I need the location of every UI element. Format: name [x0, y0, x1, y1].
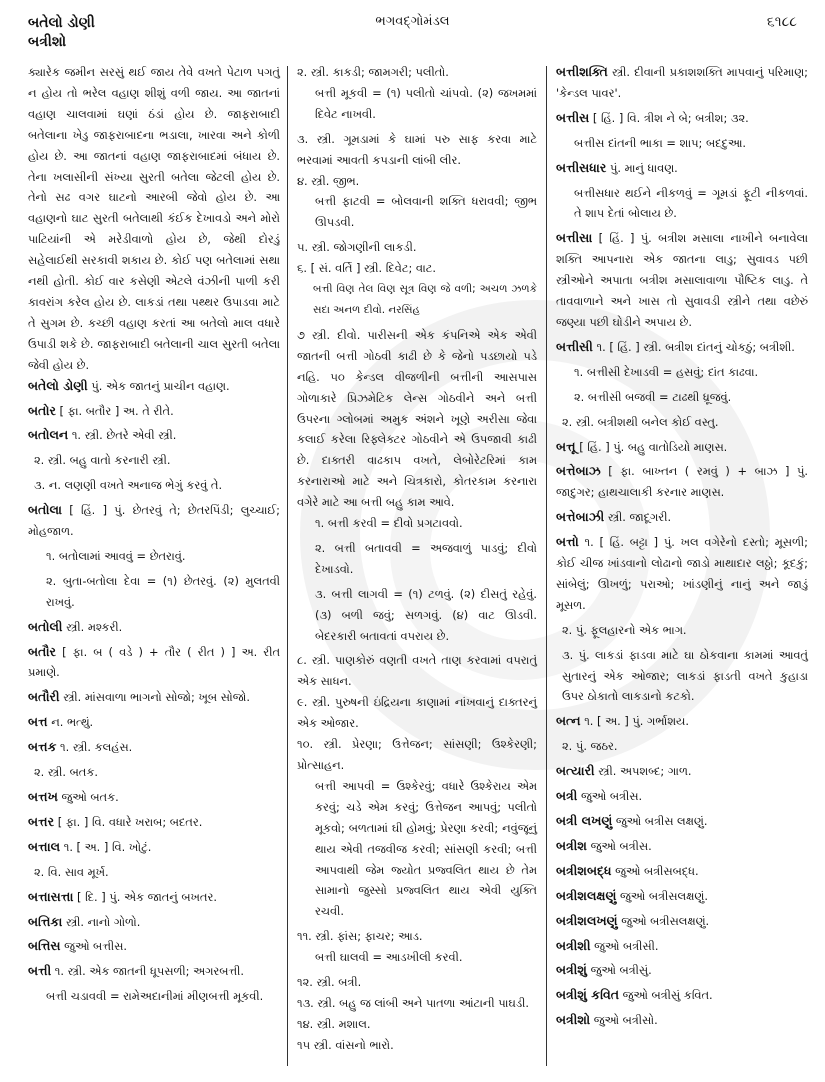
book-title: ભગવદ્ગોમંડલ: [375, 14, 450, 29]
definition: સ્ત્રી. અપશબ્દ; ગાળ.: [598, 764, 692, 779]
headword: બત્તીસધાર: [556, 159, 607, 175]
sense-definition: ૪. સ્ત્રી. જીભ.: [297, 173, 360, 188]
definition: પું. માનું ધાવણ.: [609, 160, 678, 175]
dictionary-entry: [556, 437, 808, 458]
dictionary-entry: [28, 712, 280, 733]
dictionary-entry: [556, 1010, 808, 1031]
dictionary-entry: [28, 642, 280, 684]
dictionary-entry: [556, 761, 808, 782]
dictionary-entry: [28, 376, 280, 397]
definition: સ્ત્રી. માંસવાળા ભાગનો સોજો; ખૂબ સોજો.: [63, 690, 250, 705]
dictionary-entry: [556, 936, 808, 957]
page-header: [28, 14, 797, 54]
definition: ૧. સ્ત્રી. છેતરે એવી સ્ત્રી.: [71, 428, 177, 443]
headword: બતોલી: [28, 618, 63, 634]
definition: ૧. [ અ. ] પું. ગર્ભાશય.: [584, 714, 689, 729]
headword: બત્તેબાઝ: [556, 463, 601, 479]
definition: જુઓ બત્રીસલક્ષણું.: [621, 913, 710, 928]
dictionary-entry: [28, 617, 280, 638]
sense-definition: ૧૦. સ્ત્રી. પ્રેરણા; ઉત્તેજન; સાંસણી; ઉશ્કેરણી; પ્રોત્સાહન.: [297, 737, 537, 772]
dictionary-entry: [28, 837, 280, 858]
headword: બત્રી: [556, 788, 578, 804]
headword: બત્રીશ: [556, 837, 587, 853]
headword: બત્તાલ: [28, 838, 61, 854]
dictionary-entry: [556, 985, 808, 1006]
sense-definition: ૭ સ્ત્રી. દીવો. પારીસની એક કંપનિએ એક એવી જાતની બત્તી ગોઠવી કાઢી છે કે જેનો પડછાયો પડે નહિ. ૫૦ કેન્ડલ વીજળીની બત્તીની આસપાસ ગોળાકારે પ્રિઝમેટિક લેન્સ ગોઠવીને અને બત્તી ઉપરના ગ્લોબમાં અમુક અંશને ખૂણે અરીસા જેવા કલાઈ કરેલા રિફ્લેક્ટર ગોઠવીને એ ઉપજાવી કાઢી છે. દાક્તરી વાઢકાપ વખતે, લેબોરેટરિમાં કામ કરનારાઓ માટે અને ચિત્રકારો, કોતરકામ કરનારા વગેરે માટે આ બત્તી બહુ કામ આવે.: [297, 327, 537, 510]
headword: બત્રીશલક્ષણું: [556, 887, 617, 903]
headword: બત્ન: [556, 713, 581, 729]
first-guide-word: બતેલો ડોણી: [28, 15, 95, 31]
definition: [ હિં. ] પું. બત્રીશ મસાલા નાખીને બનાવેલા શક્તિ આપનારા એક જાતના લાડુ; સુવાવડ પછી સ્ત્રીઓને અપાતા બત્રીશ મસાલાવાળા પૌષ્ટિક લાડુ. તે તાવવાળાને અને ખાસ તો સુવાવડી સ્ત્રીને તથા વછેરું જણ્યા પછી ઘોડીને અપાય છે.: [556, 231, 808, 329]
definition: [ ફા. બતૌર ] અ. તે રીતે.: [59, 403, 174, 418]
headword: બતોર: [28, 402, 56, 418]
headword: બતોલા: [28, 502, 62, 518]
definition: [ હિં. ] પું. છેતરવું તે; છેતરપિંડી; લુચ્ચાઈ; મોહજાળ.: [28, 503, 280, 539]
headword: બત્તીસ: [556, 109, 590, 125]
sense-definition: ૧૪. સ્ત્રી. મશાલ.: [297, 1016, 371, 1031]
headword: બત્તખ: [28, 789, 58, 804]
definition: ૧. [ હિં. ] સ્ત્રી. બત્રીશ દાંતનું ચોકઠું; બત્રીશી.: [596, 339, 795, 354]
dictionary-entry: [556, 532, 808, 616]
idiom-example: બત્તી ઘાલવી = આડખીલી કરવી.: [315, 950, 463, 965]
definition: [ હિં. ] પું. બહુ વાતોડિયો માણસ.: [579, 439, 728, 454]
dictionary-entry: [28, 425, 280, 446]
headword: બત્તીશક્તિ: [556, 64, 608, 79]
headword: બત્તર: [28, 813, 55, 829]
definition: જુઓ બત્રીસ.: [590, 838, 652, 853]
definition: ૧. [ અ. ] વિ. ખોટું.: [63, 839, 152, 854]
sense-definition: ૨. પું. જઠર.: [562, 739, 618, 754]
headword: બત્ત: [28, 714, 48, 730]
idiom-example: ૩. બત્તી લાગવી = (૧) ટળવું. (૨) દીસતું રહેવું. (૩) બળી જવું; સળગવું. (૪) વાટ ઊડવી. બેદરકારી બતાવતાં વપરાય છે.: [315, 586, 537, 643]
definition: સ્ત્રી. દીવાની પ્રકાશશક્તિ માપવાનું પરિમાણ; 'કેન્ડલ પાવર'.: [556, 65, 808, 100]
headword: બત્રીશો: [556, 1012, 591, 1028]
definition: જુઓ બત્તીસ.: [64, 939, 128, 954]
idiom-example: બત્તી ફાટવી = બોલવાની શક્તિ ધરાવવી; જીભ ઊપડવી.: [315, 194, 537, 230]
definition: જુઓ બત્રીસ.: [580, 789, 643, 804]
dictionary-entry: [556, 158, 808, 179]
idiom-example: બત્તી મૂકવી = (૧) પલીતો ચાંપવો. (૨) જખમમાં દિવેટ નાખવી.: [315, 85, 537, 121]
last-guide-word: બત્રીશો: [28, 34, 67, 50]
sense-definition: ૨. પું. ફૂલહારનો એક ભાગ.: [562, 622, 687, 637]
column-divider: [287, 66, 288, 1066]
definition: [ ફા. બાખ્તન ( રમવું ) + બાઝ ] પું. જાદુગર; હાથચાલાકી કરનાર માણસ.: [556, 464, 808, 500]
column-3: [556, 62, 808, 1035]
sense-definition: ૧૨. સ્ત્રી. બત્રી.: [297, 975, 362, 990]
headword: બત્તો: [556, 534, 579, 550]
dictionary-entry: [556, 811, 808, 832]
sense-definition: ૩. સ્ત્રી. ગૂમડામાં કે ઘામાં પરુ સાફ કરવા માટે ભરવામાં આવતી કપડાની લાંબી લીર.: [297, 131, 537, 167]
headword: બત્તી: [28, 963, 52, 979]
sense-definition: ૧૫ સ્ત્રી. વાંસનો ભારો.: [297, 1037, 394, 1052]
dictionary-entry: [556, 861, 808, 882]
dictionary-entry: [556, 911, 808, 932]
verse-quote: બત્તી વિણ તેલ વિણ સૂત્ર વિણ જે વળી; અચળ ઝળકે સદા અનળ દીવો. નરસિંહ: [313, 283, 537, 316]
dictionary-entry: [28, 401, 280, 422]
sense-definition: ૬. [ સં. વર્તિ ] સ્ત્રી. દિવેટ; વાટ.: [297, 261, 437, 276]
headword: બતૌર: [28, 643, 57, 659]
dictionary-entry: [28, 936, 280, 957]
idiom-example: ૨. બુતા-બતોલા દેવા = (૧) છેતરવું. (૨) મુલતવી રાખવું.: [46, 573, 280, 609]
definition: જુઓ બત્રીસલક્ષણું.: [620, 888, 708, 903]
headword: બત્તેબાઝી: [556, 509, 605, 525]
headword: બત્તીસા: [556, 230, 593, 246]
sense-definition: ૧૩. સ્ત્રી. બહુ જ લાંબી અને પાતળા આંટાની પાઘડી.: [297, 995, 530, 1010]
definition: ૧. સ્ત્રી. એક જાતની ધૂપસળી; અગરબત્તી.: [54, 964, 245, 979]
definition: જુઓ બત્રીસબદ્ધ.: [615, 863, 699, 878]
headword: બત્તૂ: [556, 438, 576, 454]
dictionary-entry: [556, 960, 808, 981]
dictionary-entry: [556, 62, 808, 104]
headword: બત્તિકા: [28, 913, 63, 929]
column-2: [297, 62, 537, 1056]
dictionary-entry: [556, 786, 808, 807]
headword: બત્રીશી: [556, 937, 591, 953]
headword: બત્રી લખણું: [556, 813, 613, 828]
definition: [ દિ. ] પું. એક જાતનું બખતર.: [77, 889, 217, 904]
sense-definition: ૨. સ્ત્રી. બતક.: [34, 765, 99, 780]
dictionary-entry: [556, 836, 808, 857]
dictionary-entry: [556, 337, 808, 358]
headword: બતોલન: [28, 427, 69, 443]
idiom-example: ૧. બત્તી કરવી = દીવો પ્રગટાવવો.: [315, 516, 463, 531]
idiom-example: ૧. બત્તીસી દેખાડવી = હસવું; દાંત કાઢવા.: [574, 364, 759, 379]
definition: જુઓ બતક.: [61, 790, 119, 804]
dictionary-entry: [556, 228, 808, 333]
page-number: ૬૧૮૮: [766, 14, 797, 30]
definition: જુઓ બત્રીસું.: [590, 963, 652, 978]
dictionary-entry: [556, 507, 808, 528]
idiom-example: ૨. બત્તીસી બજવી = ટાઢથી ધ્રૂજવું.: [574, 389, 732, 404]
sense-definition: ૩. પું. લાકડાં ફાડવા માટે ઘા ઠોકવાના કામમાં આવતું સુતારનું એક ઓજાર; લાકડાં ફાડતી વખતે કુહાડા ઉપર ઠોકાતો લાકડાનો કટકો.: [562, 647, 808, 704]
definition: સ્ત્રી. મશ્કરી.: [66, 619, 123, 634]
headword: બત્તક: [28, 739, 57, 755]
dictionary-entry: [28, 887, 280, 908]
dictionary-entry: [556, 711, 808, 732]
definition: જુઓ બત્રીસો.: [593, 1013, 658, 1028]
definition: પું. એક જાતનું પ્રાચીન વહાણ.: [91, 378, 230, 393]
sense-definition: ૩. ન. લણણી વખતે અનાજ ભેગું કરવું તે.: [34, 478, 223, 493]
definition: જુઓ બત્રીસી.: [594, 938, 659, 953]
column-divider: [546, 66, 547, 1066]
headword: બત્રીશું કવિત: [556, 987, 620, 1003]
dictionary-entry: [28, 961, 280, 982]
definition: [ ફા. ] વિ. વધારે ખરાબ; બદતર.: [57, 814, 203, 829]
idiom-example: બત્તી આપવી = ઉશ્કેરવું; વધારે ઉશ્કેરાય એમ કરવું; ચડે એમ કરવું; ઉત્તેજન આપવું; પલીતો મૂકવો; બળતામાં ઘી હોમવું; પ્રેરણા કરવી; નવુંજૂનું થાય એવી તજવીજ કરવી; સાંસણી કરવી; બત્તી આપવાથી જેમ જ્યોત પ્રજ્વલિત થાય છે તેમ સામાનો જુસ્સો પ્રજ્વલિત થાય એવી યુક્તિ રચવી.: [315, 778, 537, 919]
definition: ૧. સ્ત્રી. કલહંસ.: [60, 740, 133, 755]
dictionary-entry: [28, 912, 280, 933]
dictionary-entry: [28, 787, 280, 808]
dictionary-entry: [28, 737, 280, 758]
dictionary-entry: [556, 108, 808, 129]
definition: ૧. [ હિં. બટ્ટા ] પું. ખલ વગેરેનો દસ્તો; મૂસળી; કોઈ ચીજ ખાંડવાનો લોઢાનો જાડો માથાદાર લઠ્ઠો; કૂદકું; સાંબેલું; ઊખળું; પરાઓ; ખાંડણીનું નાનું અને જાડું મૂસળ.: [556, 535, 809, 612]
dictionary-entry: [28, 500, 280, 542]
idiom-example: ૨. બત્તી બતાવવી = અજવાળું પાડવું; દીવો દેખાડવો.: [315, 540, 537, 576]
sense-definition: ૮. સ્ત્રી. પાણકોરું વણતી વખતે તાણ કરવામાં વપરાતું એક સાધન.: [297, 653, 537, 689]
dictionary-entry: [28, 812, 280, 833]
idiom-example: બત્તીસધાર થઈને નીકળવું = ગૂમડાં ફૂટી નીકળવાં. તે શાપ દેતાં બોલાય છે.: [574, 185, 808, 221]
headword: બતેલો ડોણી: [28, 377, 88, 393]
definition: [ ફા. બ ( વડે ) + તૌર ( રીત ) ] અ. રીત પ્રમાણે.: [28, 644, 280, 680]
idiom-example: બત્તીસ દાંતની ભાકા = શાપ; બદદુઆ.: [574, 135, 746, 150]
definition: જુઓ બત્રીસ લક્ષણું.: [615, 814, 708, 828]
definition: [ હિં. ] વિ. ત્રીશ ને બે; બત્રીશ; ૩૨.: [592, 110, 749, 125]
dictionary-entry: [28, 687, 280, 708]
sense-definition: ૨. સ્ત્રી. બત્રીશથી બનેલ કોઈ વસ્તુ.: [562, 414, 719, 429]
definition: ન. ભત્થું.: [51, 715, 94, 730]
sense-definition: ૫. સ્ત્રી. જોગણીની લાકડી.: [297, 240, 417, 255]
headword: બત્તિસ: [28, 938, 61, 954]
headword: બતૌરી: [28, 689, 60, 705]
headword: બત્યારી: [556, 763, 595, 779]
headword: બત્રીશું: [556, 962, 587, 978]
headword: બત્તાસત્તા: [28, 888, 74, 904]
sense-definition: ૨. સ્ત્રી. બહુ વાતો કરનારી સ્ત્રી.: [34, 453, 171, 468]
column-1: [28, 62, 280, 1011]
dictionary-entry: [556, 886, 808, 907]
sense-definition: ૯. સ્ત્રી. પુરુષની ઇંદ્રિયના કાણામાં નાંખવાનું દાક્તરનું એક ઓજાર.: [297, 695, 537, 731]
headword: બત્રીશબદ્ધ: [556, 862, 612, 878]
idiom-example: બત્તી ચડાવવી = રામેઅદાનીમાં મીણબત્તી મૂકવી.: [46, 989, 264, 1004]
sense-definition: ક્યારેક જમીન સરસું થઈ જાય તેવે વખતે પેટાળ પગતું ન હોય તો ભરેલ વહાણ શીશું વળી જાય. આ જાતનાં વહાણ ચાલવામાં ઘણાં ઠંડાં હોય છે. જાફરાબાદી બતેલાના ખેડુ જાફરાબાદના ભડાલા, ખારવા અને કોળી હોય છે. આ જાતનાં વહાણ જાફરાબાદમાં બંધાય છે. તેના ખલાસીની સંખ્યા સુરતી બતેલા જેટલી હોય છે. તેનો સઢ વગર ઘાટનો આરબી જેવો હોય છે. આ વહાણનો ઘાટ સુરતી બતેલાથી કંઈક દેખાવડો અને મોરો પાટિયાંની એ મરેડીવાળો હોય છે, જેથી દોરડું સહેલાઈથી સરકાવી શકાય છે. કોઈ પણ બતેલામાં સથા નથી હોતી. કોઈ વાર કસેણી એટલે વંઝીની પાળી કરી કાવરાંગ કરેલ હોય છે. લાકડાં તથા પથ્થર ઉપાડવા માટે તે સુગમ છે. કચ્છી વહાણ કરતાં આ બતેલો માલ વધારે ઉપાડી શકે છે. જાફરાબાદી બતેલાની ચાલ સુરતી બતેલા જેવી હોય છે.: [28, 65, 280, 372]
headword: બત્રીશલખણું: [556, 912, 618, 928]
sense-definition: ૨. સ્ત્રી. કાકડી; જામગરી; પલીતો.: [297, 65, 449, 79]
headword: બત્તીસી: [556, 338, 593, 354]
dictionary-entry: [556, 461, 808, 503]
definition: સ્ત્રી. નાનો ગોળો.: [65, 914, 141, 929]
definition: સ્ત્રી. જાદૂગરી.: [607, 510, 672, 525]
definition: જુઓ બત્રીસું કવિત.: [622, 988, 713, 1003]
sense-definition: ૧૧. સ્ત્રી. ફાંસ; ફાચર; આડ.: [297, 929, 423, 944]
sense-definition: ૨. વિ. સાવ મૂર્ખ.: [34, 864, 109, 879]
idiom-example: ૧. બતોલામાં આવવું = છેતરાવું.: [46, 548, 186, 563]
